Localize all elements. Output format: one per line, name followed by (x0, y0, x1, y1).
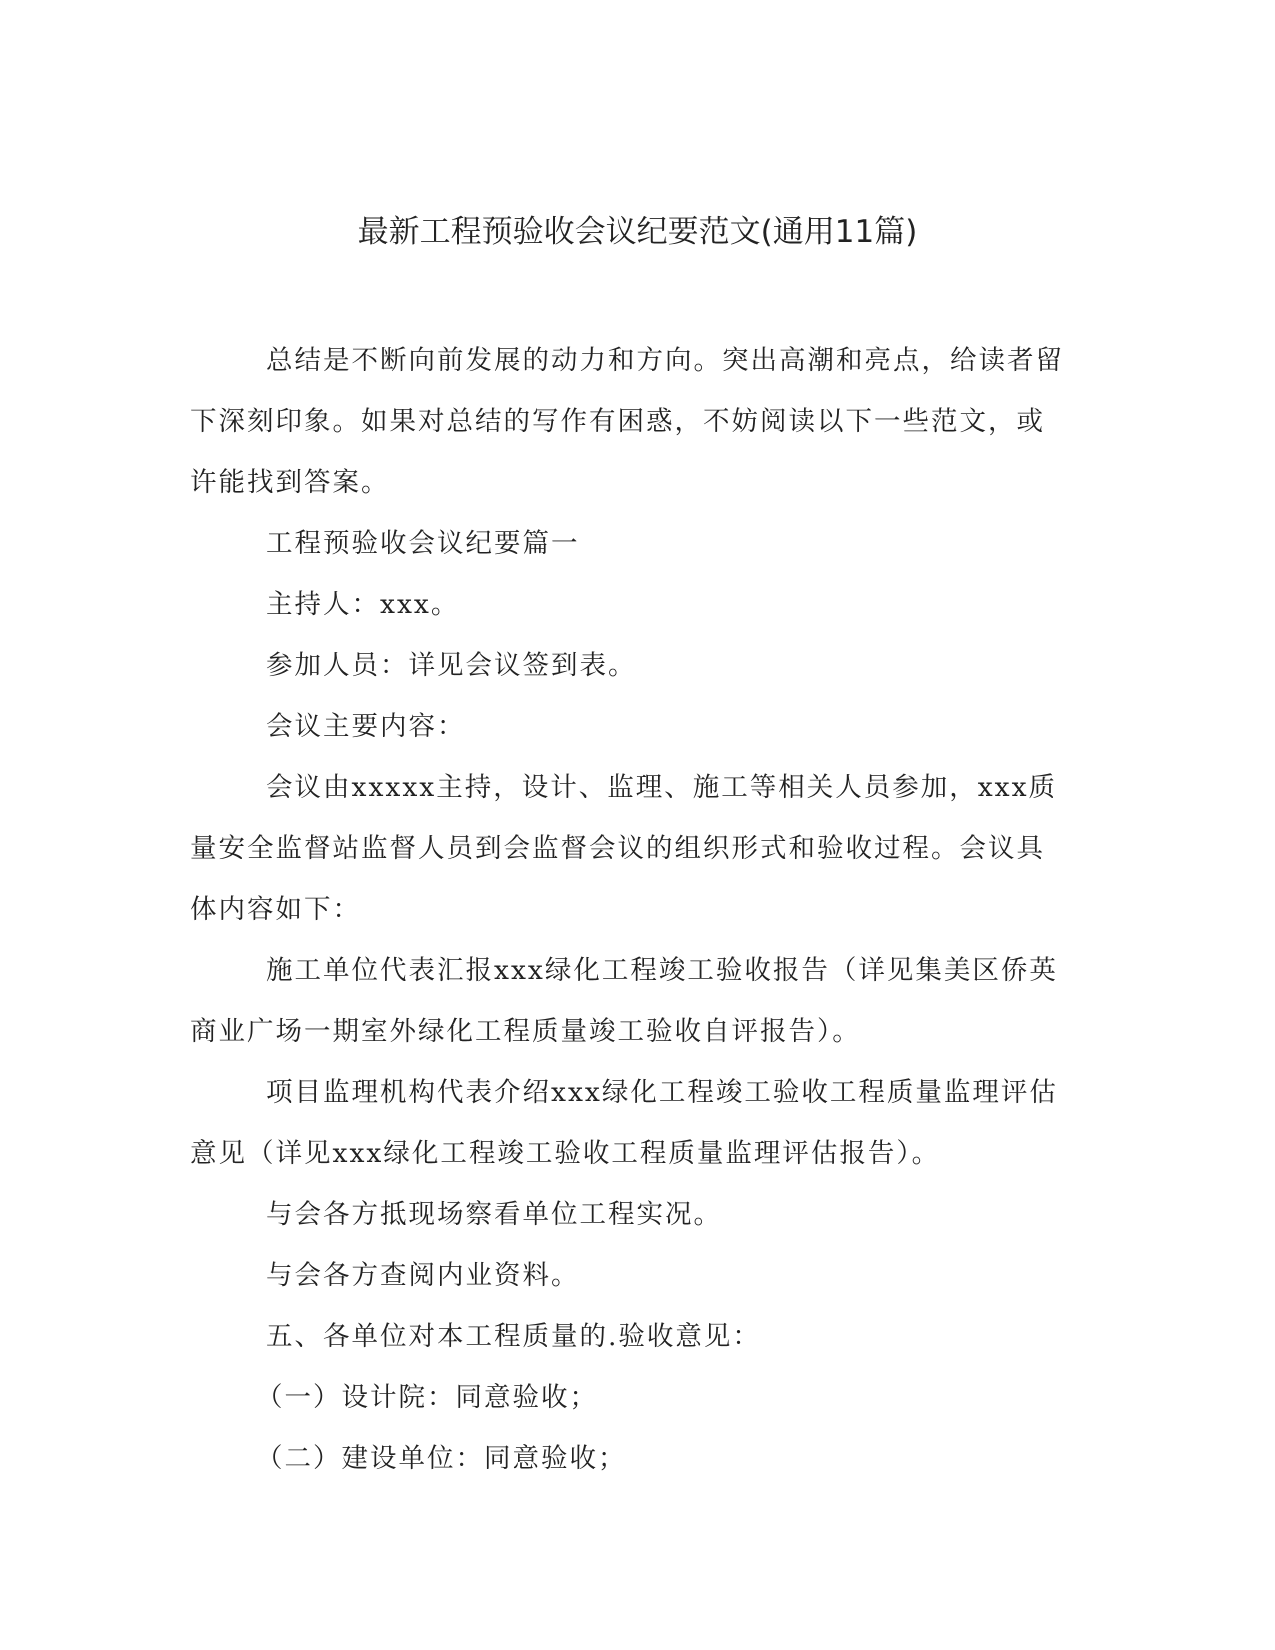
document-title: 最新工程预验收会议纪要范文(通用11篇) (357, 214, 918, 250)
text-line: 五、各单位对本工程质量的.验收意见： (266, 1321, 761, 1352)
text-line: 会议由xxxxx主持，设计、监理、施工等相关人员参加，xxx质 (266, 772, 1058, 803)
text-line: 工程预验收会议纪要篇一 (266, 528, 580, 559)
attendees-paragraph (190, 635, 1080, 696)
text-line: 与会各方抵现场察看单位工程实况。 (266, 1199, 722, 1230)
meeting-paragraph (190, 757, 1080, 940)
text-line: 项目监理机构代表介绍xxx绿化工程竣工验收工程质量监理评估 (266, 1077, 1058, 1108)
records-review-paragraph (190, 1245, 1080, 1306)
text-line: 参加人员：详见会议签到表。 (266, 650, 637, 681)
text-line: 量安全监督站监督人员到会监督会议的组织形式和验收过程。会议具 (190, 833, 1045, 864)
site-inspection-paragraph (190, 1184, 1080, 1245)
document-body (190, 330, 1080, 1489)
text-line: 体内容如下： (190, 894, 361, 925)
text-line: 与会各方查阅内业资料。 (266, 1260, 580, 1291)
text-line: 施工单位代表汇报xxx绿化工程竣工验收报告（详见集美区侨英 (266, 955, 1058, 986)
contractor-report-paragraph (190, 940, 1080, 1062)
opinions-heading (190, 1306, 1080, 1367)
text-line: 商业广场一期室外绿化工程质量竣工验收自评报告）。 (190, 1016, 861, 1047)
host-paragraph (190, 574, 1080, 635)
opinion-item (190, 1367, 1080, 1428)
text-line: 许能找到答案。 (190, 467, 390, 498)
opinion-item (190, 1428, 1080, 1489)
text-line: （二）建设单位：同意验收； (256, 1443, 627, 1474)
text-line: 意见（详见xxx绿化工程竣工验收工程质量监理评估报告）。 (190, 1138, 941, 1169)
supervisor-report-paragraph (190, 1062, 1080, 1184)
content-heading (190, 696, 1080, 757)
text-line: 总结是不断向前发展的动力和方向。突出高潮和亮点，给读者留 (266, 345, 1064, 376)
section-heading (190, 513, 1080, 574)
text-line: 下深刻印象。如果对总结的写作有困惑，不妨阅读以下一些范文，或 (190, 406, 1045, 437)
text-line: （一）设计院：同意验收； (256, 1382, 598, 1413)
text-line: 会议主要内容： (266, 711, 466, 742)
intro-paragraph (190, 330, 1080, 513)
text-line: 主持人：xxx。 (266, 589, 460, 620)
